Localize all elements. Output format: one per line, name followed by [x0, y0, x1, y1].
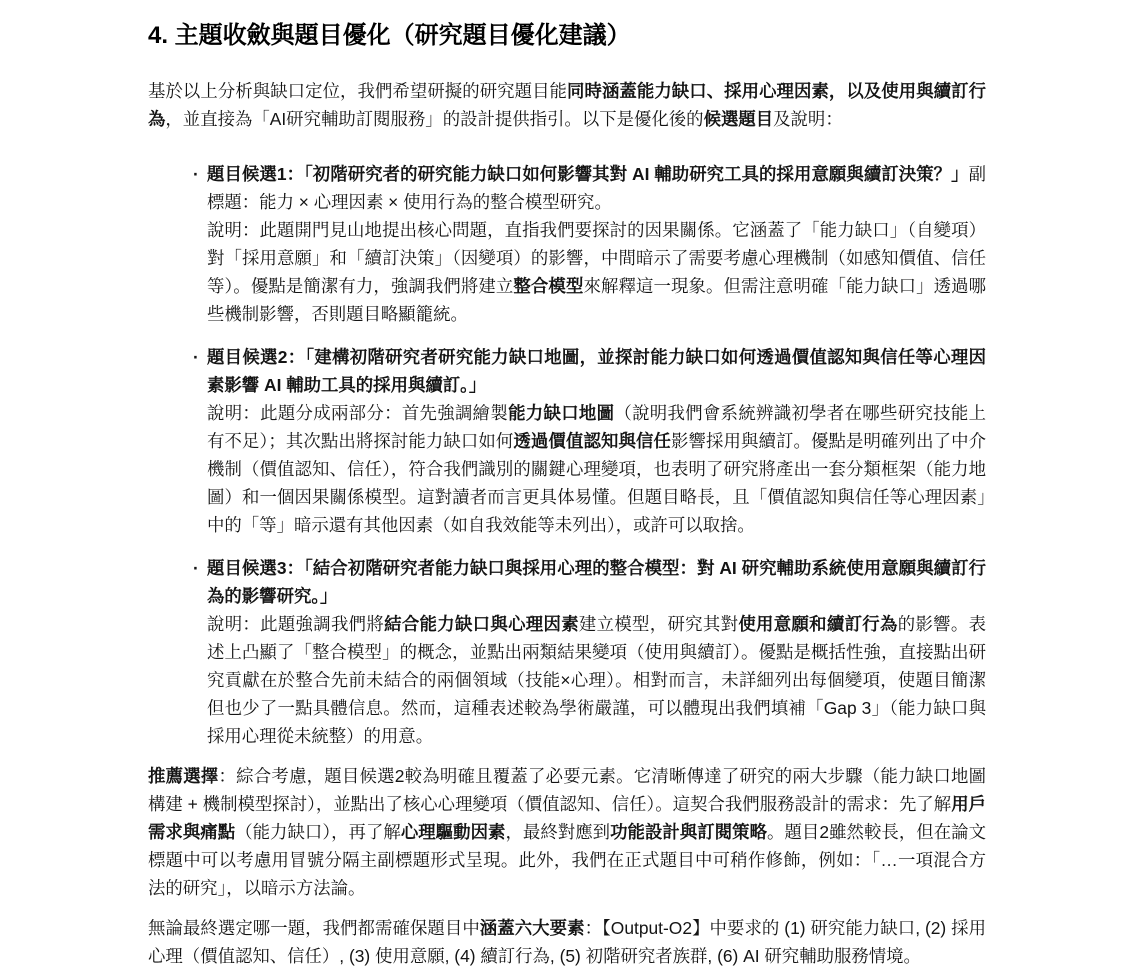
candidate-1-description: 說明：此題開門見山地提出核心問題，直指我們要探討的因果關係。它涵蓋了「能力缺口」（自變項）對「採用意願」和「續訂決策」（因變項）的影響，中間暗示了需要考慮心理機制（如感知價值、信任等）。優點是簡潔有力，強調我們將建立整合模型來解釋這一現象。但需注意明確「能力缺口」透過哪些機制影響，否則題目略顯籠統。	[207, 220, 986, 324]
intro-paragraph: 基於以上分析與缺口定位，我們希望研擬的研究題目能同時涵蓋能力缺口、採用心理因素，以及使用與續訂行為，並直接為「AI研究輔助訂閱服務」的設計提供指引。以下是優化後的候選題目及說明：	[148, 81, 986, 129]
closing-paragraph: 無論最終選定哪一題，我們都需確保題目中涵蓋六大要素：【Output-O2】中要求的 (1) 研究能力缺口, (2) 採用心理（價值認知、信任）, (3) 使用意願, (4) 續訂行為, (5) 初階研究者族群, (6) AI 研究輔助服務情境。	[148, 918, 986, 966]
candidate-1-title: · 題目候選1：「初階研究者的研究能力缺口如何影響其對 AI 輔助研究工具的採用意願與續訂決策？」副標題：能力 × 心理因素 × 使用行為的整合模型研究。	[207, 164, 986, 212]
candidate-3-description: 說明：此題強調我們將結合能力缺口與心理因素建立模型，研究其對使用意願和續訂行為的影響。表述上凸顯了「整合模型」的概念，並點出兩類結果變項（使用與續訂）。優點是概括性強，直接點出研究貢獻在於整合先前未結合的兩個領域（技能×心理）。相對而言，未詳細列出每個變項，使題目簡潔但也少了一點具體信息。然而，這種表述較為學術嚴謹，可以體現出我們填補「Gap 3」（能力缺口與採用心理從未統整）的用意。	[207, 614, 986, 746]
candidate-2-description: 說明：此題分成兩部分：首先強調繪製能力缺口地圖（說明我們會系統辨識初學者在哪些研究技能上有不足）；其次點出將探討能力缺口如何透過價值認知與信任影響採用與續訂。優點是明確列出了中介機制（價值認知、信任），符合我們識別的關鍵心理變項，也表明了研究將產出一套分類框架（能力地圖）和一個因果關係模型。這對讀者而言更具体易懂。但題目略長，且「價值認知與信任等心理因素」中的「等」暗示還有其他因素（如自我效能等未列出），或許可以取捨。	[207, 403, 986, 535]
section-heading: 4. 主題收斂與題目優化（研究題目優化建議）	[148, 22, 631, 49]
candidate-item-2	[207, 343, 986, 539]
candidate-3-title: · 題目候選3：「結合初階研究者能力缺口與採用心理的整合模型：對 AI 研究輔助系統使用意願與續訂行為的影響研究。」	[207, 558, 986, 606]
candidate-2-title: · 題目候選2：「建構初階研究者研究能力缺口地圖，並探討能力缺口如何透過價值認知與信任等心理因素影響 AI 輔助工具的採用與續訂。」	[207, 347, 986, 395]
recommendation-paragraph: 推薦選擇：綜合考慮，題目候選2較為明確且覆蓋了必要元素。它清晰傳達了研究的兩大步驟（能力缺口地圖構建 + 機制模型探討），並點出了核心心理變項（價值認知、信任）。這契合我們服務設計的需求：先了解用戶需求與痛點（能力缺口），再了解心理驅動因素，最終對應到功能設計與訂閱策略。題目2雖然較長，但在論文標題中可以考慮用冒號分隔主副標題形式呈現。此外，我們在正式題目中可稍作修飾，例如：「…一項混合方法的研究」，以暗示方法論。	[148, 766, 986, 898]
candidate-item-1	[207, 160, 986, 328]
candidate-list	[148, 160, 986, 750]
candidate-item-3	[207, 554, 986, 750]
